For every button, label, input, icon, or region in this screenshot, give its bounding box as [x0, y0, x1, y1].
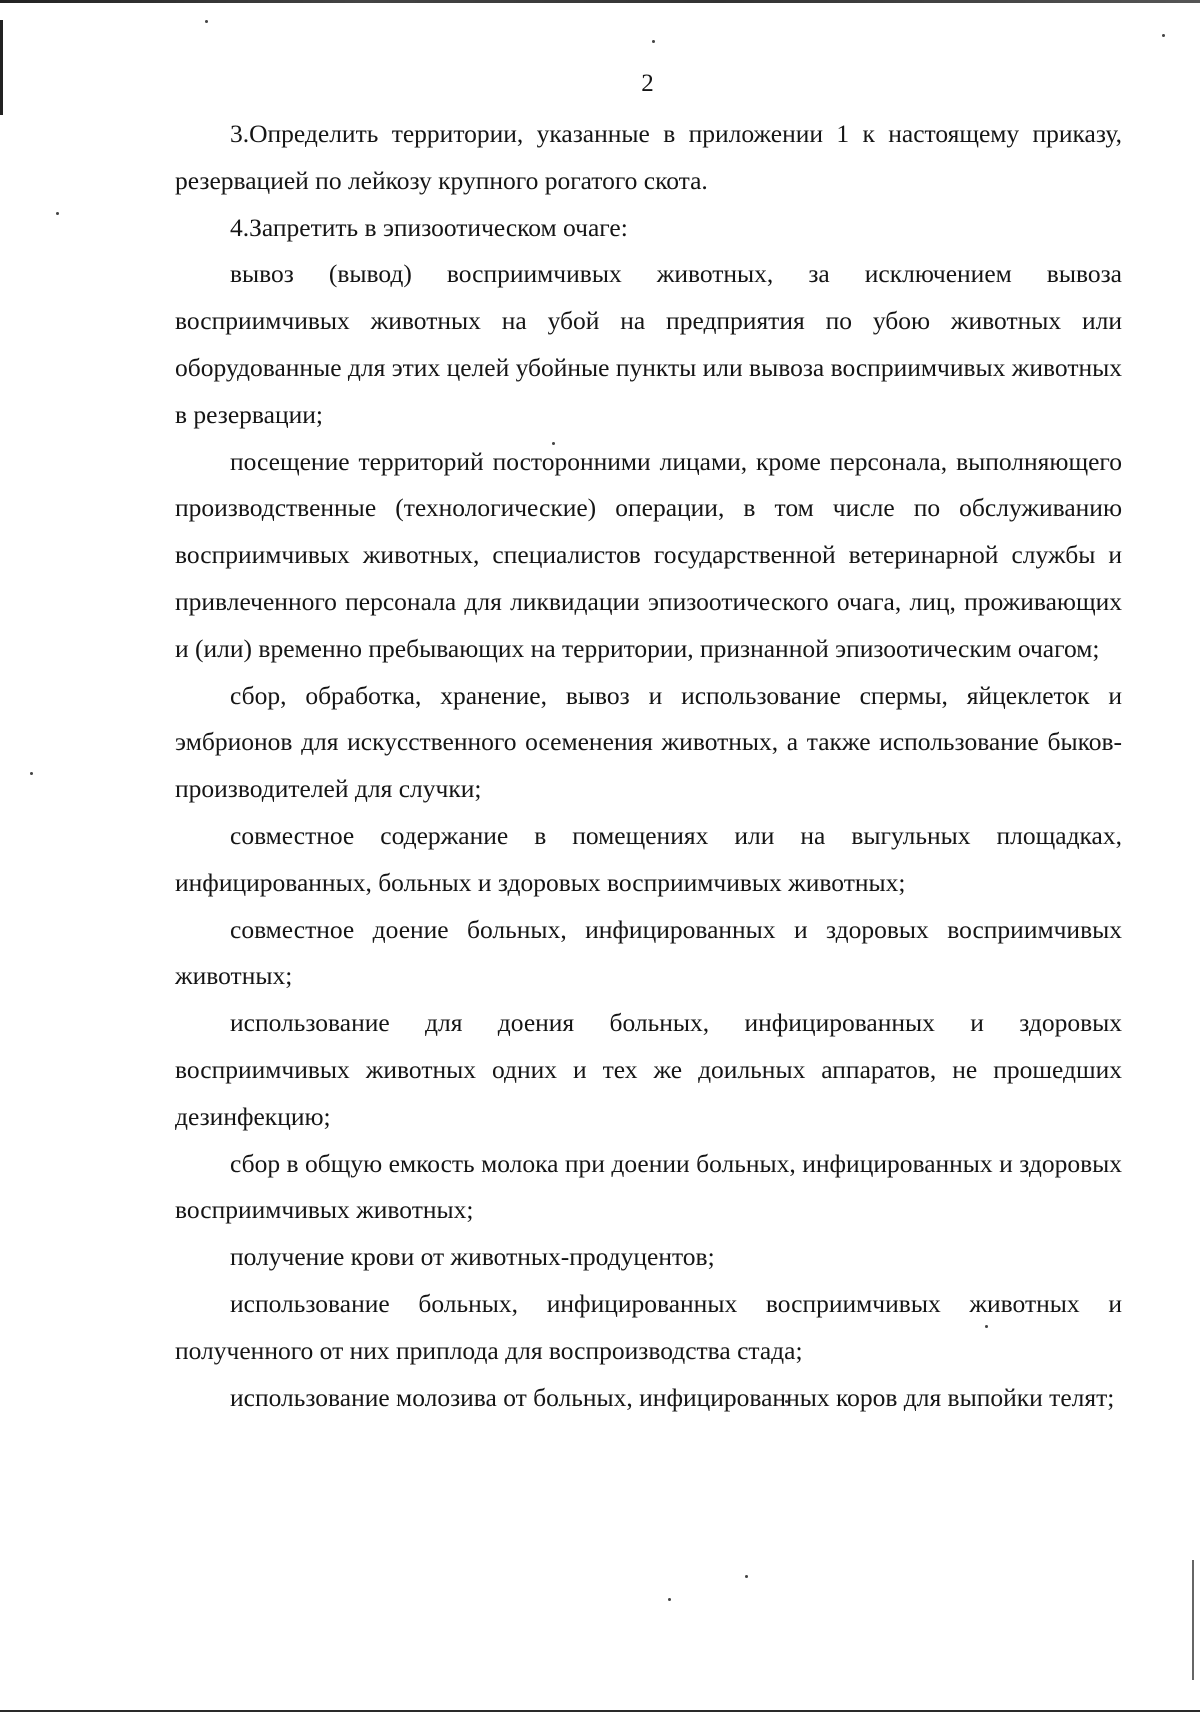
paragraph-visiting-territories: посещение территорий посторонними лицами, кроме персонала, выполняющего производственные (технологические) операции, в том числе по обслуживанию восприимчивых животных, специалистов государственной ветеринарной службы и привлеченного персонала для ликвидации эпизоотического очага, лиц, проживающих и (или) временно пребывающих на территории, признанной эпизоотическим очагом;	[175, 446, 1122, 663]
paragraph-territories-reservation: 3.Определить территории, указанные в приложении 1 к настоящему приказу, резервацией по лейкозу крупного рогатого скота.	[175, 119, 1122, 195]
paragraph-sperm-embryos: сбор, обработка, хранение, вывоз и использование спермы, яйцеклеток и эмбрионов для искусственного осеменения животных, а также использование быков-производителей для случки;	[175, 680, 1122, 804]
paragraph-colostrum-use: использование молозива от больных, инфицированных коров для выпойки телят;	[230, 1382, 1115, 1412]
scan-edge-bottom	[0, 1710, 1200, 1712]
paragraph-breeding-use: использование больных, инфицированных восприимчивых животных и полученного от них приплода для воспроизводства стада;	[175, 1288, 1122, 1365]
paragraph-export-animals: вывоз (вывод) восприимчивых животных, за исключением вывоза восприимчивых животных на убой на предприятия по убою животных или оборудованные для этих целей убойные пункты или вывоза восприимчивых животных в резервации;	[175, 259, 1122, 429]
paragraph-blood-collection: получение крови от животных-продуцентов;	[230, 1242, 715, 1272]
scan-speck	[205, 20, 208, 23]
scan-speck	[652, 40, 655, 43]
paragraph-joint-milking: совместное доение больных, инфицированных и здоровых восприимчивых животных;	[175, 914, 1122, 991]
scan-speck	[1162, 34, 1165, 37]
document-body	[175, 111, 1122, 1421]
paragraph-milking-equipment: использование для доения больных, инфицированных и здоровых восприимчивых животных одних и тех же доильных аппаратов, не прошедших дезинфекцию;	[175, 1008, 1122, 1131]
scan-edge-right-mark	[1192, 1560, 1194, 1680]
paragraph-joint-keeping: совместное содержание в помещениях или на выгульных площадках, инфицированных, больных и здоровых восприимчивых животных;	[175, 820, 1122, 897]
paragraph-prohibitions-heading: 4.Запретить в эпизоотическом очаге:	[230, 212, 628, 242]
scan-speck	[56, 212, 59, 215]
scan-speck	[30, 772, 33, 775]
paragraph-milk-collection: сбор в общую емкость молока при доении больных, инфицированных и здоровых восприимчивых животных;	[175, 1148, 1122, 1225]
scan-speck	[668, 1598, 671, 1601]
page-number: 2	[641, 70, 654, 97]
scan-edge-top	[0, 0, 1200, 3]
scan-speck	[745, 1575, 748, 1578]
